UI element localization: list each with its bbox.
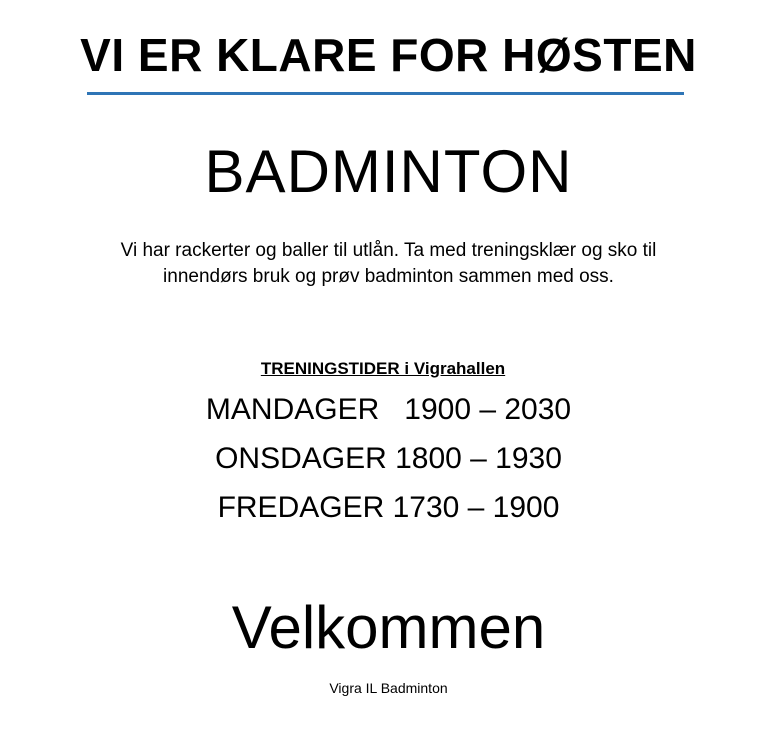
intro-text (60, 238, 717, 290)
welcome-text: Velkommen (231, 594, 546, 661)
schedule-row-wednesday: ONSDAGER 1800 – 1930 (215, 442, 562, 475)
headline-divider (87, 92, 684, 95)
intro-line: innendørs bruk og prøv badminton sammen med oss. (163, 266, 614, 287)
schedule-heading: TRENINGSTIDER i Vigrahallen (260, 359, 506, 378)
intro-line: Vi har rackerter og baller til utlån. Ta med treningsklær og sko til (120, 240, 657, 261)
schedule-row-friday: FREDAGER 1730 – 1900 (217, 491, 560, 524)
sport-title: BADMINTON (204, 138, 573, 205)
headline: VI ER KLARE FOR HØSTEN (80, 29, 697, 81)
club-name: Vigra IL Badminton (329, 680, 448, 696)
schedule-row-monday: MANDAGER 1900 – 2030 (205, 393, 572, 426)
